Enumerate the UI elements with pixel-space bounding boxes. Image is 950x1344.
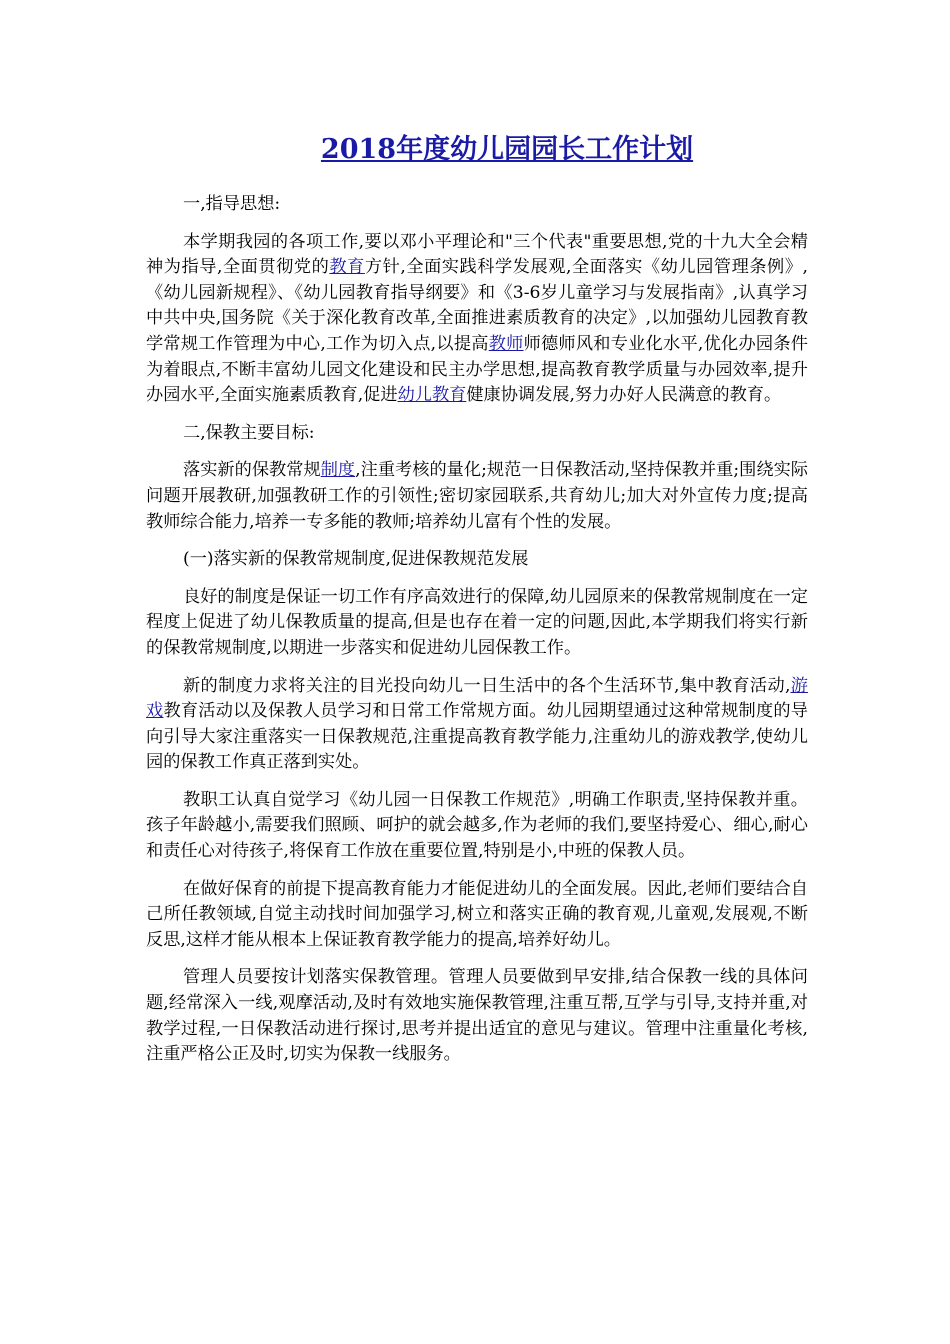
paragraph-text: 师德师风和专业化水平,优化办园条件为着眼点,不断丰富幼儿园文化建设和民主办学思想,提高教育教学质量与办园效率,提升办园水平,全面实施素质教育,促进	[146, 333, 808, 406]
paragraph-text: 教职工认真自觉学习《幼儿园一日保教工作规范》,明确工作职责,坚持保教并重。孩子年龄越小,需要我们照顾、呵护的就会越多,作为老师的我们,要坚持爱心、细心,耐心和责任心对待孩子,将保育工作放在重要位置,特别是小,中班的保教人员。	[146, 789, 808, 862]
paragraph	[146, 230, 808, 409]
inline-link[interactable]: 幼儿教育	[397, 385, 467, 406]
paragraph	[146, 547, 808, 573]
paragraph-text: 良好的制度是保证一切工作有序高效进行的保障,幼儿园原来的保教常规制度在一定程度上促进了幼儿保教质量的提高,但是也存在着一定的问题,因此,本学期我们将实行新的保教常规制度,以期进一步落实和促进幼儿园保教工作。	[146, 586, 808, 658]
inline-link[interactable]: 制度	[320, 460, 356, 481]
paragraph-text: 管理人员要按计划落实保教管理。管理人员要做到早安排,结合保教一线的具体问题,经常深入一线,观摩活动,及时有效地实施保教管理,注重互帮,互学与引导,支持并重,对教学过程,一日保教活动进行探讨,思考并提出适宜的意见与建议。管理中注重量化考核,注重严格公正及时,切实为保教一线服务。	[146, 967, 808, 1065]
paragraph-text: 落实新的保教常规	[183, 460, 321, 481]
paragraph	[146, 585, 808, 662]
paragraph-text: (一)落实新的保教常规制度,促进保教规范发展	[183, 549, 529, 570]
paragraph	[146, 421, 808, 447]
paragraph-text: 健康协调发展,努力办好人民满意的教育。	[466, 385, 782, 406]
document-title	[146, 126, 808, 174]
paragraph-text: 在做好保育的前提下提高教育能力才能促进幼儿的全面发展。因此,老师们要结合自己所任教领域,自觉主动找时间加强学习,树立和落实正确的教育观,儿童观,发展观,不断反思,这样才能从根本上保证教育教学能力的提高,培养好幼儿。	[146, 878, 808, 950]
paragraph-text: 方针,全面实践科学发展观,全面落实《幼儿园管理条例》,《幼儿园新规程》、《幼儿园教育指导纲要》和《3-6岁儿童学习与发展指南》,认真学习中共中央,国务院《关于深化教育改革,全面推进素质教育的决定》,以加强幼儿园教育教学常规工作管理为中心,工作为切入点,以提高	[146, 257, 808, 354]
paragraph	[146, 965, 808, 1067]
paragraph-text: ,注重考核的量化;规范一日保教活动,坚持保教并重;围绕实际问题开展教研,加强教研工作的引领性;密切家园联系,共育幼儿;加大对外宣传力度;提高教师综合能力,培养一专多能的教师;培养幼儿富有个性的发展。	[146, 460, 808, 532]
paragraph	[146, 192, 808, 218]
paragraph-text: 一,指导思想:	[183, 194, 281, 214]
inline-link[interactable]: 教师	[488, 333, 524, 354]
document-body	[146, 192, 808, 1068]
paragraph	[146, 458, 808, 535]
inline-link[interactable]: 教育	[329, 257, 365, 278]
paragraph	[146, 788, 808, 865]
paragraph-text: 教育活动以及保教人员学习和日常工作常规方面。幼儿园期望通过这种常规制度的导向引导大家注重落实一日保教规范,注重提高教育教学能力,注重幼儿的游戏教学,使幼儿园的保教工作真正落到实处。	[146, 701, 808, 773]
inline-link[interactable]: 游戏	[146, 675, 808, 722]
paragraph	[146, 877, 808, 954]
paragraph-text: 二,保教主要目标:	[183, 422, 315, 443]
paragraph-text: 新的制度力求将关注的目光投向幼儿一日生活中的各个生活环节,集中教育活动,	[183, 675, 791, 696]
document-title-link[interactable]: 2018年度幼儿园园长工作计划	[320, 134, 694, 165]
paragraph	[146, 674, 808, 776]
document-page	[146, 126, 808, 1080]
paragraph-text: 本学期我园的各项工作,要以邓小平理论和"三个代表"重要思想,党的十九大全会精神为指导,全面贯彻党的	[146, 231, 808, 278]
